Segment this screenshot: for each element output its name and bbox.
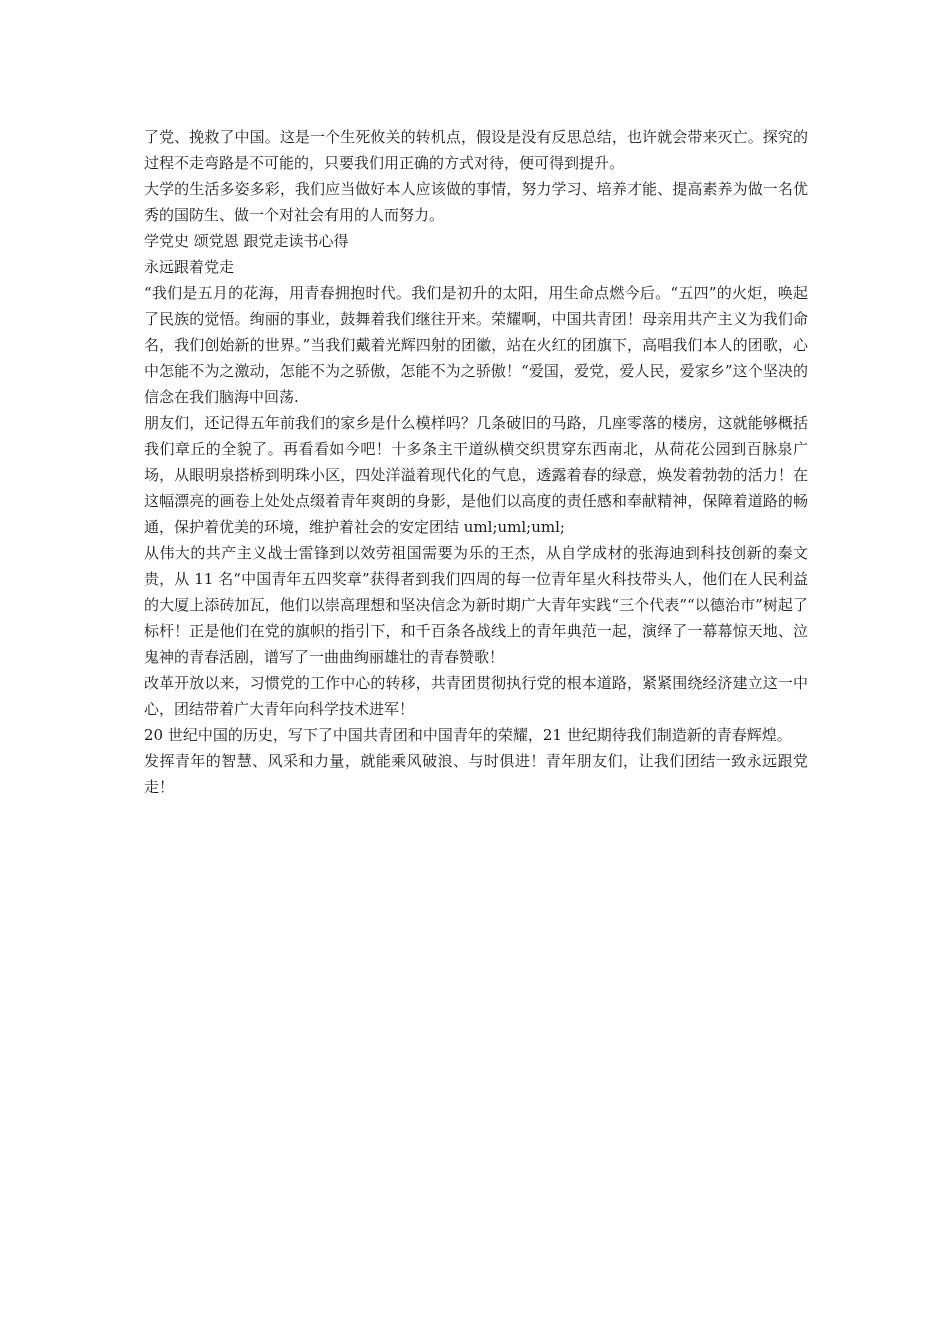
paragraph-2: 大学的生活多姿多彩，我们应当做好本人应该做的事情，努力学习、培养才能、提高素养为做一名优秀的国防生、做一个对社会有用的人而努力。 [144,180,808,224]
paragraph-3: “我们是五月的花海，用青春拥抱时代。我们是初升的太阳，用生命点燃今后。“五四”的火炬，唤起了民族的觉悟。绚丽的事业，鼓舞着我们继往开来。荣耀啊，中国共青团！母亲用共产主义为我们命名，我们创始新的世界。”当我们戴着光辉四射的团徽，站在火红的团旗下，高唱我们本人的团歌，心中怎能不为之激动，怎能不为之骄傲，怎能不为之骄傲！“爱国，爱党，爱人民，爱家乡”这个坚决的信念在我们脑海中回荡. [144,284,808,406]
section-subheading: 永远跟着党走 [144,258,235,276]
paragraph-8: 发挥青年的智慧、风采和力量，就能乘风破浪、与时俱进！青年朋友们，让我们团结一致永远跟党走！ [144,752,808,796]
section-heading: 学党史 颂党恩 跟党走读书心得 [144,232,349,250]
paragraph-7: 20 世纪中国的历史，写下了中国共青团和中国青年的荣耀，21 世纪期待我们制造新的青春辉煌。 [144,726,792,744]
document-page [144,124,808,800]
paragraph-4: 朋友们，还记得五年前我们的家乡是什么模样吗？几条破旧的马路，几座零落的楼房，这就能够概括我们章丘的全貌了。再看看如今吧！十多条主干道纵横交织贯穿东西南北，从荷花公园到百脉泉广场，从眼明泉搭桥到明珠小区，四处洋溢着现代化的气息，透露着春的绿意，焕发着勃勃的活力！在这幅漂亮的画卷上处处点缀着青年爽朗的身影，是他们以高度的责任感和奉献精神，保障着道路的畅通，保护着优美的环境，维护着社会的安定团结 uml;uml;uml; [144,414,808,536]
paragraph-5: 从伟大的共产主义战士雷锋到以效劳祖国需要为乐的王杰，从自学成材的张海迪到科技创新的秦文贵，从 11 名“中国青年五四奖章”获得者到我们四周的每一位青年星火科技带头人，他们在人民利益的大厦上添砖加瓦，他们以崇高理想和坚决信念为新时期广大青年实践“三个代表”“以德治市”树起了标杆！正是他们在党的旗帜的指引下，和千百条各战线上的青年典范一起，演绎了一幕幕惊天地、泣鬼神的青春活剧，谱写了一曲曲绚丽雄壮的青春赞歌！ [144,544,808,666]
paragraph-1: 了党、挽救了中国。这是一个生死攸关的转机点，假设是没有反思总结，也许就会带来灭亡。探究的过程不走弯路是不可能的，只要我们用正确的方式对待，便可得到提升。 [144,128,808,172]
paragraph-6: 改革开放以来，习惯党的工作中心的转移，共青团贯彻执行党的根本道路，紧紧围绕经济建立这一中心，团结带着广大青年向科学技术进军！ [144,674,808,718]
